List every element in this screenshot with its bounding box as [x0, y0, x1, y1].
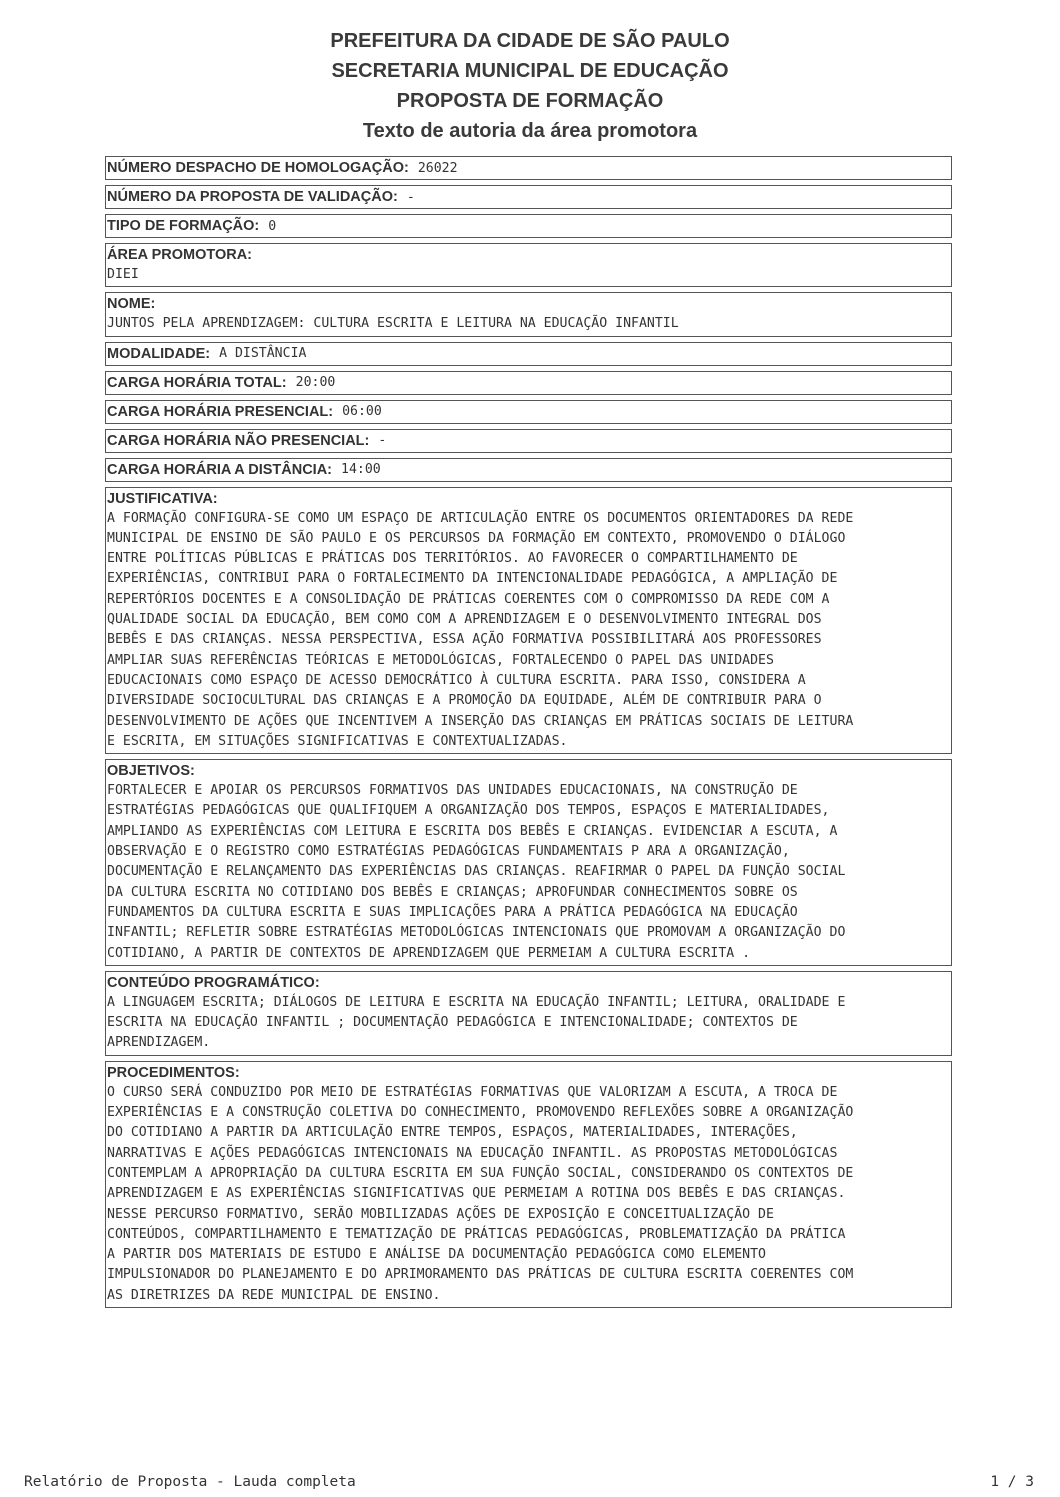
- field-proposta-validacao: [105, 185, 952, 209]
- field-conteudo-programatico: [105, 971, 952, 1056]
- document-header: [0, 26, 1060, 146]
- field-carga-distancia: [105, 458, 952, 482]
- page-number: 1 / 3: [990, 1474, 1034, 1490]
- field-value: 14:00: [341, 462, 381, 478]
- field-label: TIPO DE FORMAÇÃO:: [107, 218, 260, 234]
- field-value: 20:00: [295, 375, 336, 391]
- field-objetivos: [105, 759, 952, 966]
- header-subtitle: Texto de autoria da área promotora: [362, 120, 698, 142]
- field-label: CARGA HORÁRIA PRESENCIAL:: [107, 403, 334, 420]
- field-procedimentos: [105, 1061, 952, 1308]
- field-label: CARGA HORÁRIA A DISTÂNCIA:: [107, 461, 333, 478]
- field-value: A DISTÂNCIA: [219, 346, 307, 362]
- field-despacho: [105, 156, 952, 180]
- field-label: ÁREA PROMOTORA:: [107, 247, 252, 263]
- field-value: FORTALECER E APOIAR OS PERCURSOS FORMATIVOS DAS UNIDADES EDUCACIONAIS, NA CONSTRUÇÃO DE ESTRATÉGIAS PEDAGÓGICAS QUE QUALIFIQUEM A ORGANIZAÇÃO DOS TEMPOS, ESPAÇOS E MATERIALIDADES, AMPLIANDO AS EXPERIÊNCIAS COM LEITURA E ESCRITA DOS BEBÊS E CRIANÇAS. EVIDENCIAR A ESCUTA, A OBSERVAÇÃO E O REGISTRO COMO ESTRATÉGIAS PEDAGÓGICAS FUNDAMENTAIS P ARA A ORGANIZAÇÃO, DOCUMENTAÇÃO E RELANÇAMENTO DAS EXPERIÊNCIAS DAS CRIANÇAS. REAFIRMAR O PAPEL DA FUNÇÃO SOCIAL DA CULTURA ESCRITA NO COTIDIANO DOS BEBÊS E CRIANÇAS; APROFUNDAR CONHECIMENTOS SOBRE OS FUNDAMENTOS DA CULTURA ESCRITA E SUAS IMPLICAÇÕES PARA A PRÁTICA PEDAGÓGICA NA EDUCAÇÃO INFANTIL; REFLETIR SOBRE ESTRATÉGIAS METODOLÓGICAS INTENCIONAIS QUE PROMOVAM A ORGANIZAÇÃO DO COTIDIANO, A PARTIR DE CONTEXTOS DE APRENDIZAGEM QUE PERMEIAM A CULTURA ESCRITA .: [107, 783, 846, 961]
- field-value: O CURSO SERÁ CONDUZIDO POR MEIO DE ESTRATÉGIAS FORMATIVAS QUE VALORIZAM A ESCUTA, A TROCA DE EXPERIÊNCIAS E A CONSTRUÇÃO COLETIVA DO CONHECIMENTO, PROMOVENDO REFLEXÕES SOBRE A ORGANIZAÇÃO DO COTIDIANO A PARTIR DA ARTICULAÇÃO ENTRE TEMPOS, ESPAÇOS, MATERIALIDADES, INTERAÇÕES, NARRATIVAS E AÇÕES PEDAGÓGICAS INTENCIONAIS NA EDUCAÇÃO INFANTIL. AS PROPOSTAS METODOLÓGICAS CONTEMPLAM A APROPRIAÇÃO DA CULTURA ESCRITA EM SUA FUNÇÃO SOCIAL, CONSIDERANDO OS CONTEXTOS DE APRENDIZAGEM E AS EXPERIÊNCIAS SIGNIFICATIVAS QUE PERMEIAM A ROTINA DOS BEBÊS E DAS CRIANÇAS. NESSE PERCURSO FORMATIVO, SERÃO MOBILIZADAS AÇÕES DE EXPOSIÇÃO E CONCEITUALIZAÇÃO DE CONTEÚDOS, COMPARTILHAMENTO E TEMATIZAÇÃO DE PRÁTICAS PEDAGÓGICAS, PROBLEMATIZAÇÃO DA PRÁTICA A PARTIR DOS MATERIAIS DE ESTUDO E ANÁLISE DA DOCUMENTAÇÃO PEDAGÓGICA COMO ELEMENTO IMPULSIONADOR DO PLANEJAMENTO E DO APRIMORAMENTO DAS PRÁTICAS DE CULTURA ESCRITA COERENTES COM AS DIRETRIZES DA REDE MUNICIPAL DE ENSINO.: [107, 1084, 854, 1303]
- header-proposta: PROPOSTA DE FORMAÇÃO: [396, 90, 664, 112]
- field-value: 0: [268, 218, 277, 234]
- field-nome: [105, 292, 952, 336]
- field-label: CONTEÚDO PROGRAMÁTICO:: [107, 974, 320, 991]
- field-label: CARGA HORÁRIA TOTAL:: [107, 374, 287, 391]
- field-label: NOME:: [107, 296, 156, 313]
- field-value: -: [406, 189, 415, 205]
- field-label: JUSTIFICATIVA:: [107, 490, 218, 507]
- footer-report-title: Relatório de Proposta - Lauda completa: [24, 1474, 356, 1490]
- page-footer: [24, 1474, 1034, 1490]
- field-label: MODALIDADE:: [107, 345, 211, 362]
- field-justificativa: [105, 487, 952, 755]
- field-value: A LINGUAGEM ESCRITA; DIÁLOGOS DE LEITURA E ESCRITA NA EDUCAÇÃO INFANTIL; LEITURA, ORALIDADE E ESCRITA NA EDUCAÇÃO INFANTIL ; DOCUMENTAÇÃO PEDAGÓGICA E INTENCIONALIDADE; CONTEXTOS DE APRENDIZAGEM.: [107, 994, 846, 1051]
- field-carga-presencial: [105, 400, 952, 424]
- field-carga-nao-presencial: [105, 429, 952, 453]
- proposal-form: [105, 156, 952, 1313]
- field-tipo-formacao: [105, 214, 952, 238]
- field-carga-total: [105, 371, 952, 395]
- field-value: A FORMAÇÃO CONFIGURA-SE COMO UM ESPAÇO DE ARTICULAÇÃO ENTRE OS DOCUMENTOS ORIENTADORES DA REDE MUNICIPAL DE ENSINO DE SÃO PAULO E OS PERCURSOS DA FORMAÇÃO EM CONTEXTO, PROMOVENDO O DIÁLOGO ENTRE POLÍTICAS PÚBLICAS E PRÁTICAS DOS TERRITÓRIOS. AO FAVORECER O COMPARTILHAMENTO DE EXPERIÊNCIAS, CONTRIBUI PARA O FORTALECIMENTO DA INTENCIONALIDADE PEDAGÓGICA, A AMPLIAÇÃO DE REPERTÓRIOS DOCENTES E A CONSOLIDAÇÃO DE PRÁTICAS COERENTES COM O COMPROMISSO DA REDE COM A QUALIDADE SOCIAL DA EDUCAÇÃO, BEM COMO COM A APRENDIZAGEM E O DESENVOLVIMENTO INTEGRAL DOS BEBÊS E DAS CRIANÇAS. NESSA PERSPECTIVA, ESSA AÇÃO FORMATIVA POSSIBILITARÁ AOS PROFESSORES AMPLIAR SUAS REFERÊNCIAS TEÓRICAS E METODOLÓGICAS, FORTALECENDO O PAPEL DAS UNIDADES EDUCACIONAIS COMO ESPAÇO DE ACESSO DEMOCRÁTICO À CULTURA ESCRITA. PARA ISSO, CONSIDERA A DIVERSIDADE SOCIOCULTURAL DAS CRIANÇAS E A PROMOÇÃO DA EQUIDADE, ALÉM DE CONTRIBUIR PARA O DESENVOLVIMENTO DE AÇÕES QUE INCENTIVEM A INSERÇÃO DAS CRIANÇAS EM PRÁTICAS SOCIAIS DE LEITURA E ESCRITA, EM SITUAÇÕES SIGNIFICATIVAS E CONTEXTUALIZADAS.: [107, 510, 854, 749]
- header-secretaria: SECRETARIA MUNICIPAL DE EDUCAÇÃO: [331, 60, 729, 82]
- field-value: 06:00: [342, 404, 382, 420]
- header-prefeitura: PREFEITURA DA CIDADE DE SÃO PAULO: [330, 30, 730, 52]
- field-value: DIEI: [107, 267, 139, 282]
- field-value: JUNTOS PELA APRENDIZAGEM: CULTURA ESCRITA E LEITURA NA EDUCAÇÃO INFANTIL: [107, 316, 679, 332]
- field-area-promotora: [105, 243, 952, 287]
- field-label: OBJETIVOS:: [107, 763, 195, 780]
- field-value: -: [378, 433, 387, 449]
- field-label: NÚMERO DA PROPOSTA DE VALIDAÇÃO:: [107, 189, 398, 205]
- field-label: NÚMERO DESPACHO DE HOMOLOGAÇÃO:: [107, 160, 409, 176]
- field-label: CARGA HORÁRIA NÃO PRESENCIAL:: [107, 432, 370, 449]
- field-value: 26022: [417, 160, 458, 176]
- field-label: PROCEDIMENTOS:: [107, 1064, 240, 1081]
- field-modalidade: [105, 342, 952, 366]
